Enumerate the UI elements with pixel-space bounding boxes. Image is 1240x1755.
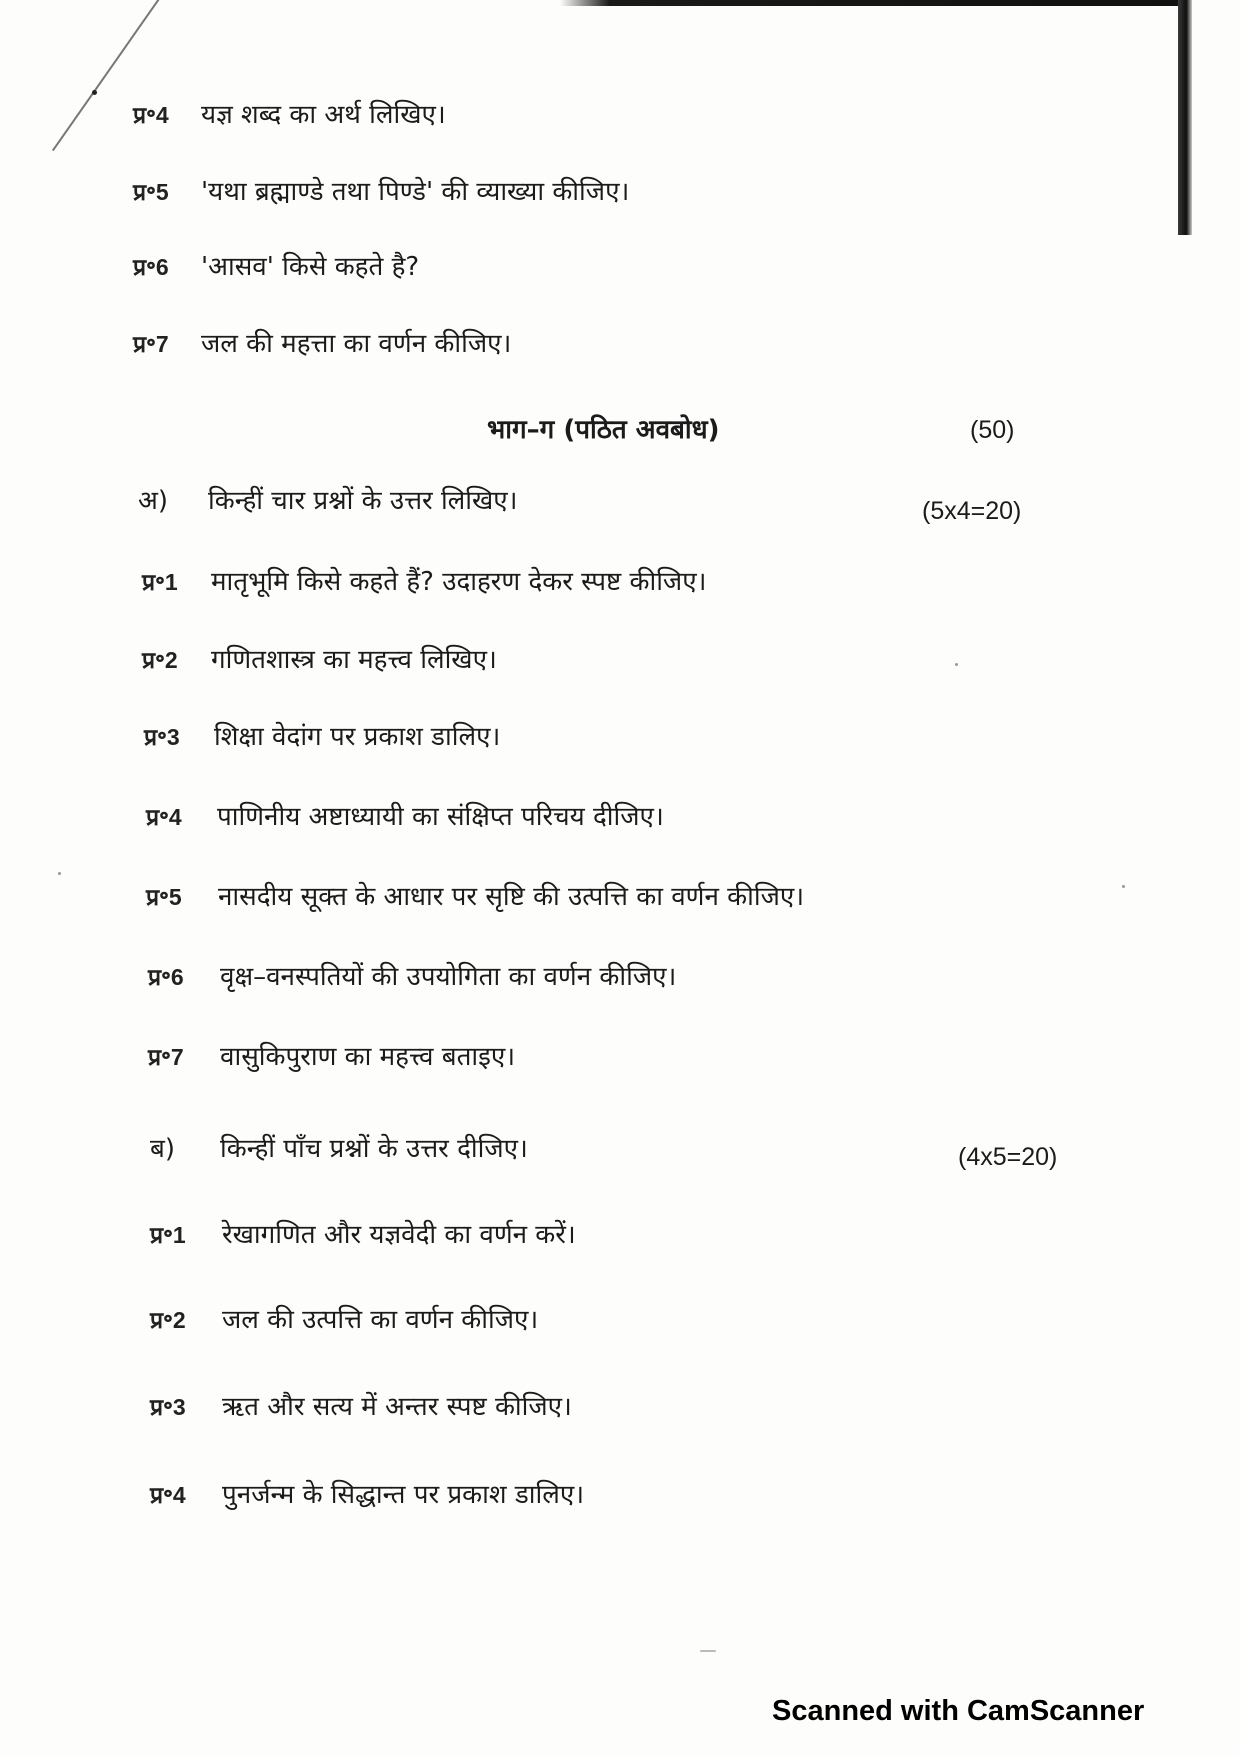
question-row: [150, 1390, 572, 1424]
ink-dot: [92, 90, 97, 95]
question-row: [150, 1303, 539, 1337]
question-row: [150, 1478, 585, 1512]
scanner-watermark: Scanned with CamScanner: [772, 1695, 1145, 1727]
subsection-marks: (5x4=20): [922, 497, 1022, 525]
question-number: प्र॰4: [146, 804, 182, 830]
question-text: पुनर्जन्म के सिद्धान्त पर प्रकाश डालिए।: [222, 1480, 585, 1510]
scan-speck: [1122, 885, 1125, 888]
question-row: [133, 327, 512, 361]
question-row: [148, 1040, 516, 1074]
question-number: प्र॰5: [133, 179, 169, 205]
question-row: [146, 800, 664, 834]
subsection-label: ब): [150, 1134, 175, 1164]
question-row: [150, 1218, 576, 1252]
question-number: प्र॰1: [142, 569, 178, 595]
question-row: [133, 250, 420, 284]
question-text: मातृभूमि किसे कहते हैं? उदाहरण देकर स्पष्ट कीजिए।: [211, 567, 707, 597]
question-text: वृक्ष–वनस्पतियों की उपयोगिता का वर्णन कीजिए।: [220, 962, 677, 992]
question-row: [133, 175, 630, 209]
question-number: प्र॰5: [146, 884, 182, 910]
question-text: 'यथा ब्रह्माण्डे तथा पिण्डे' की व्याख्या कीजिए।: [201, 177, 630, 207]
question-number: प्र॰2: [150, 1307, 186, 1333]
question-number: प्र॰3: [150, 1394, 186, 1420]
scan-speck: [58, 872, 61, 875]
question-row: [146, 880, 805, 914]
question-text: गणितशास्त्र का महत्त्व लिखिए।: [211, 645, 497, 675]
question-text: ऋत और सत्य में अन्तर स्पष्ट कीजिए।: [222, 1392, 572, 1422]
section-heading: भाग–ग (पठित अवबोध): [487, 415, 720, 445]
scan-speck: [955, 663, 958, 666]
scan-speck: [700, 1650, 716, 1652]
question-text: जल की उत्पत्ति का वर्णन कीजिए।: [222, 1305, 539, 1335]
subsection-instruction: किन्हीं पाँच प्रश्नों के उत्तर दीजिए।: [220, 1134, 528, 1164]
scan-top-shadow: [560, 0, 1180, 6]
question-number: प्र॰7: [133, 331, 169, 357]
subsection-a-row: [138, 484, 518, 518]
question-text: पाणिनीय अष्टाध्यायी का संक्षिप्त परिचय दीजिए।: [217, 802, 664, 832]
question-number: प्र॰7: [148, 1044, 184, 1070]
question-row: [142, 565, 707, 599]
subsection-instruction: किन्हीं चार प्रश्नों के उत्तर लिखिए।: [208, 486, 518, 516]
question-row: [142, 643, 497, 677]
question-text: जल की महत्ता का वर्णन कीजिए।: [201, 329, 512, 359]
question-text: रेखागणित और यज्ञवेदी का वर्णन करें।: [222, 1220, 576, 1250]
question-number: प्र॰6: [133, 254, 169, 280]
subsection-label: अ): [138, 486, 169, 516]
question-text: वासुकिपुराण का महत्त्व बताइए।: [220, 1042, 516, 1072]
scan-right-shadow: [1178, 0, 1192, 235]
question-number: प्र॰4: [133, 102, 169, 128]
question-number: प्र॰6: [148, 964, 184, 990]
subsection-b-row: [150, 1132, 528, 1166]
question-text: 'आसव' किसे कहते है?: [201, 252, 420, 282]
question-number: प्र॰3: [144, 724, 180, 750]
question-text: शिक्षा वेदांग पर प्रकाश डालिए।: [214, 722, 501, 752]
question-row: [144, 720, 501, 754]
question-row: [148, 960, 677, 994]
question-text: यज्ञ शब्द का अर्थ लिखिए।: [201, 100, 446, 130]
question-number: प्र॰4: [150, 1482, 186, 1508]
question-number: प्र॰2: [142, 647, 178, 673]
question-text: नासदीय सूक्त के आधार पर सृष्टि की उत्पत्ति का वर्णन कीजिए।: [218, 882, 805, 912]
section-marks: (50): [970, 416, 1015, 444]
subsection-marks: (4x5=20): [958, 1143, 1058, 1171]
question-row: [133, 98, 446, 132]
question-number: प्र॰1: [150, 1222, 186, 1248]
